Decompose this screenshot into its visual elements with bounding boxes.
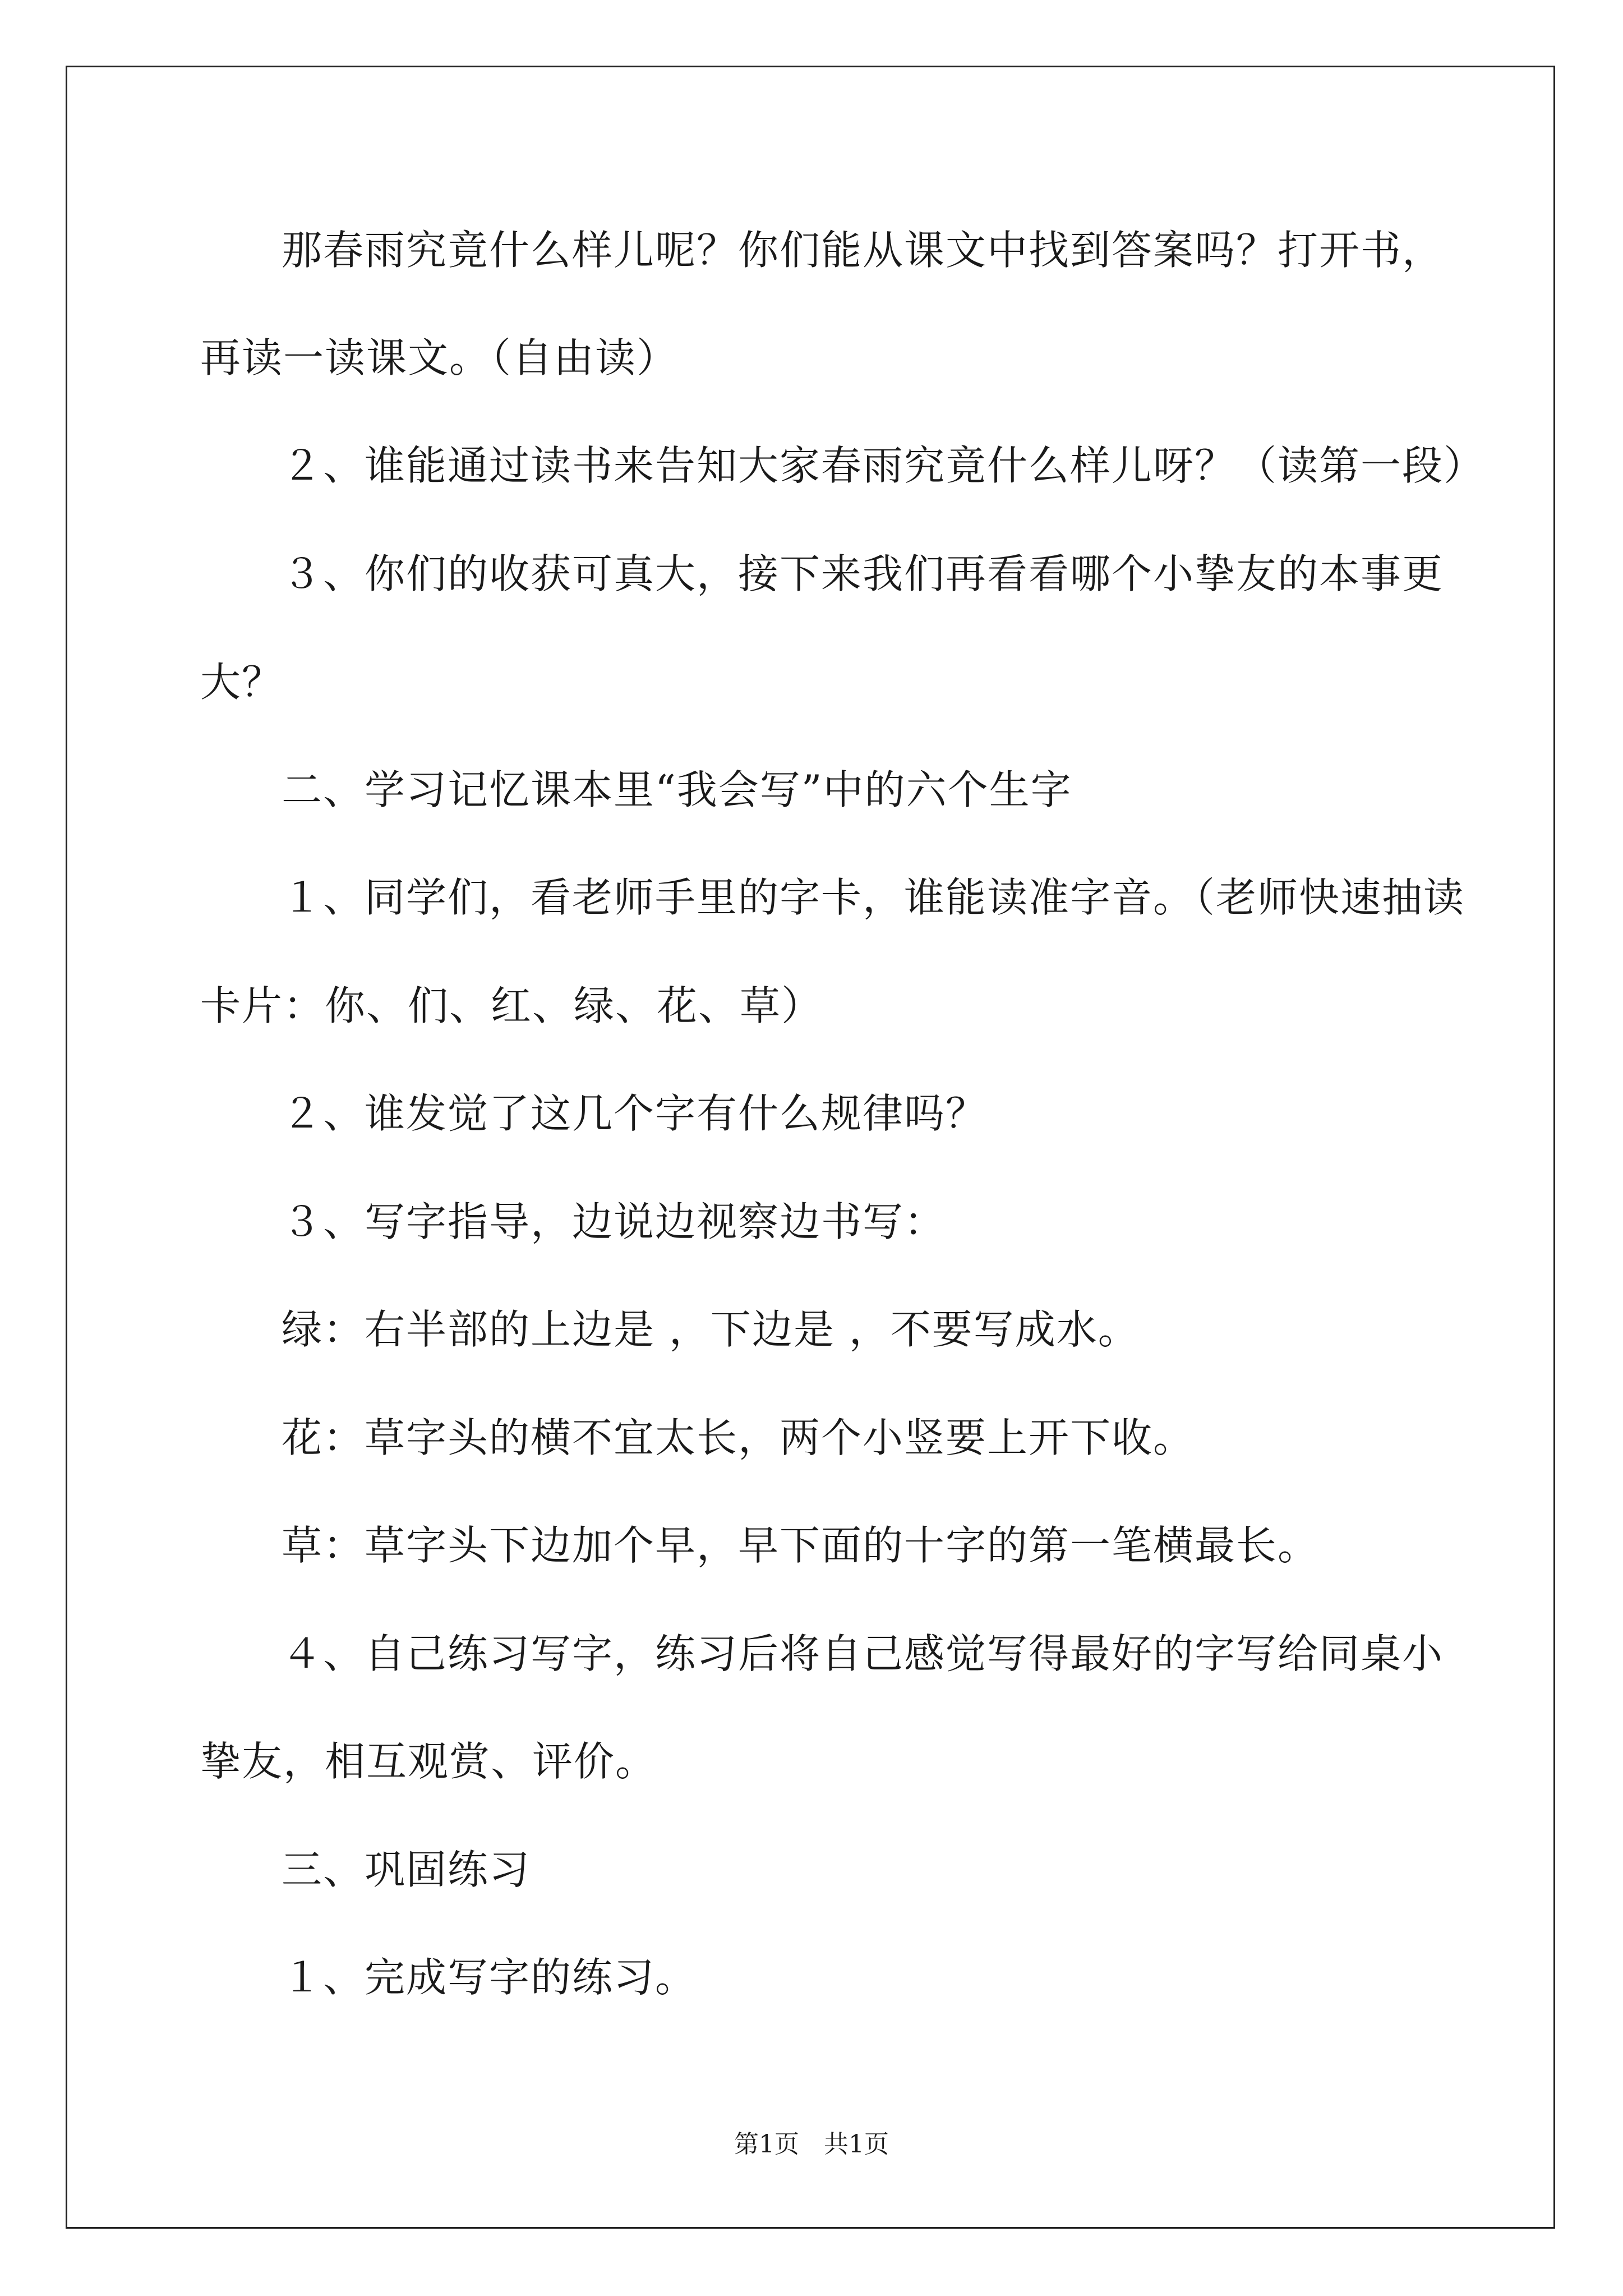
- paragraph-line: 那春雨究竟什么样儿呢？你们能从课文中找到答案吗？打开书，: [282, 227, 1444, 274]
- page-border: [66, 66, 1555, 2229]
- paragraph-line: ４、自己练习写字，练习后将自己感觉写得最好的字写给同桌小: [282, 1630, 1444, 1677]
- section-heading: 三、巩固练习: [282, 1846, 531, 1893]
- paragraph-line: 大？: [200, 659, 284, 706]
- paragraph-line: ３、你们的收获可真大，接下来我们再看看哪个小挚友的本事更: [282, 550, 1444, 597]
- section-heading: 二、学习记忆课本里“我会写”中的六个生字: [282, 766, 1072, 813]
- paragraph-line: ２、谁能通过读书来告知大家春雨究竟什么样儿呀？（读第一段）: [282, 442, 1486, 489]
- page-footer: 第1页 共1页: [734, 2130, 889, 2159]
- paragraph-line: ２、谁发觉了这几个字有什么规律吗？: [282, 1090, 988, 1137]
- paragraph-line: 草：草字头下边加个早，早下面的十字的第一笔横最长。: [282, 1522, 1320, 1569]
- paragraph-line: 挚友，相互观赏、评价。: [200, 1738, 657, 1785]
- paragraph-line: 卡片：你、们、红、绿、花、草）: [200, 982, 823, 1029]
- paragraph-line: １、完成写字的练习。: [282, 1954, 697, 2001]
- paragraph-line: 再读一读课文。（自由读）: [200, 334, 679, 381]
- paragraph-line: 花：草字头的横不宜太长，两个小竖要上开下收。: [282, 1414, 1195, 1461]
- paragraph-line: 绿：右半部的上边是 ，下边是 ，不要写成水。: [282, 1306, 1140, 1353]
- paragraph-line: １、同学们，看老师手里的字卡，谁能读准字音。（老师快速抽读: [282, 874, 1465, 921]
- paragraph-line: ３、写字指导，边说边视察边书写：: [282, 1198, 946, 1245]
